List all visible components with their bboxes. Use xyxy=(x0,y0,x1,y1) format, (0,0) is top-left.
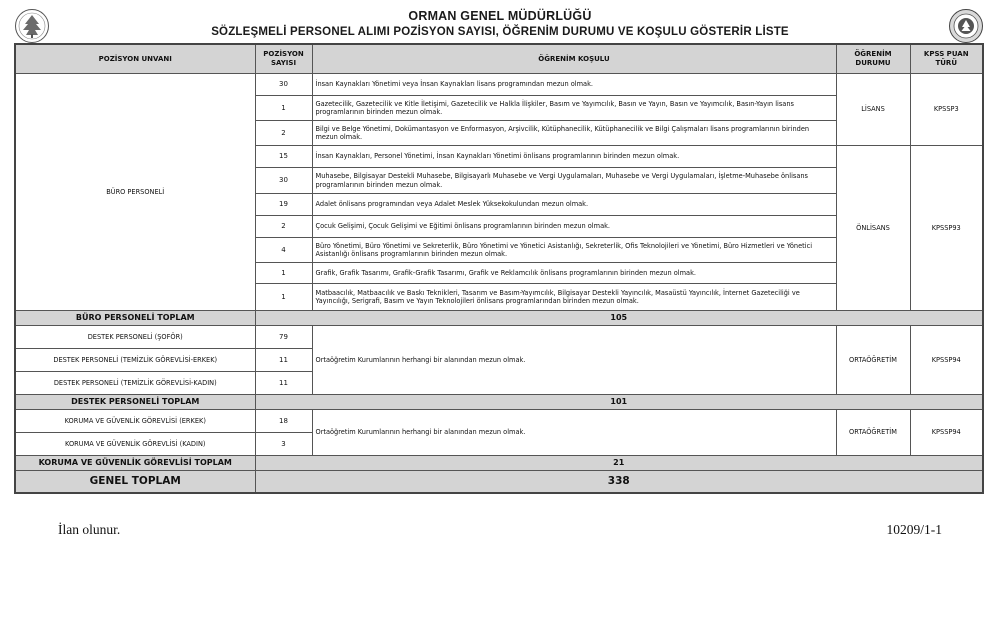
row-requirement: İnsan Kaynakları Yönetimi veya İnsan Kaynakları lisans programından mezun olmak. xyxy=(312,74,836,96)
kpss-destek: KPSSP94 xyxy=(910,326,983,395)
position-title: DESTEK PERSONELİ (TEMİZLİK GÖREVLİSİ-ERKEK) xyxy=(15,349,255,372)
row-requirement: Büro Yönetimi, Büro Yönetimi ve Sekreterlik, Büro Yönetimi ve Yönetici Asistanlığı, Sekreterlik, Ofis Teknolojileri ve Yönetimi, Büro Hizmetleri ve Yönetici Asistanlığı önlisans programlarının birinden mezun olmak. xyxy=(312,238,836,263)
row-count: 4 xyxy=(255,238,312,263)
row-count: 30 xyxy=(255,74,312,96)
row-count: 11 xyxy=(255,349,312,372)
row-count: 1 xyxy=(255,263,312,284)
subtotal-row-koruma xyxy=(15,456,983,471)
header-count: POZİSYON SAYISI xyxy=(255,44,312,74)
subtotal-label: KORUMA VE GÜVENLİK GÖREVLİSİ TOPLAM xyxy=(15,456,255,471)
kpss-lisans: KPSSP3 xyxy=(910,74,983,146)
row-count: 30 xyxy=(255,168,312,194)
row-count: 2 xyxy=(255,121,312,146)
table-row xyxy=(15,74,983,96)
row-count: 2 xyxy=(255,216,312,238)
footer-reference-number: 10209/1-1 xyxy=(886,522,942,537)
document-subtitle: SÖZLEŞMELİ PERSONEL ALIMI POZİSYON SAYISI, ÖĞRENİM DURUMU VE KOŞULU GÖSTERİR LİSTE xyxy=(211,26,789,38)
row-count: 15 xyxy=(255,146,312,168)
row-requirement: İnsan Kaynakları, Personel Yönetimi, İnsan Kaynakları Yönetimi önlisans programlarının birinden mezun olmak. xyxy=(312,146,836,168)
document-title: ORMAN GENEL MÜDÜRLÜĞÜ xyxy=(408,9,592,23)
subtotal-label: BÜRO PERSONELİ TOPLAM xyxy=(15,311,255,326)
row-requirement: Çocuk Gelişimi, Çocuk Gelişimi ve Eğitimi önlisans programlarının birinden mezun olmak. xyxy=(312,216,836,238)
subtotal-value: 21 xyxy=(255,456,983,471)
subtotal-value: 101 xyxy=(255,395,983,410)
table-row xyxy=(15,410,983,433)
subtotal-row-destek xyxy=(15,395,983,410)
row-count: 19 xyxy=(255,194,312,216)
position-title-buro: BÜRO PERSONELİ xyxy=(15,74,255,311)
row-requirement: Gazetecilik, Gazetecilik ve Kitle İletişimi, Gazetecilik ve Halkla İlişkiler, Basım ve Yayımcılık, Basın ve Yayın, Basın ve Yayımcılık, Basın-Yayın lisans programlarının birinden mezun olmak. xyxy=(312,96,836,121)
row-count: 1 xyxy=(255,284,312,311)
subtotal-value: 105 xyxy=(255,311,983,326)
header-position: POZİSYON UNVANI xyxy=(15,44,255,74)
education-onlisans: ÖNLİSANS xyxy=(836,146,910,311)
row-requirement: Ortaöğretim Kurumlarının herhangi bir alanından mezun olmak. xyxy=(312,326,836,395)
subtotal-row-buro xyxy=(15,311,983,326)
footer-announcement: İlan olunur. xyxy=(58,522,121,537)
grand-total-label: GENEL TOPLAM xyxy=(15,471,255,493)
header-requirement: ÖĞRENİM KOŞULU xyxy=(312,44,836,74)
row-count: 79 xyxy=(255,326,312,349)
education-ortaogretim: ORTAÖĞRETİM xyxy=(836,326,910,395)
kpss-koruma: KPSSP94 xyxy=(910,410,983,456)
row-requirement: Ortaöğretim Kurumlarının herhangi bir alanından mezun olmak. xyxy=(312,410,836,456)
education-lisans: LİSANS xyxy=(836,74,910,146)
position-title: DESTEK PERSONELİ (ŞOFÖR) xyxy=(15,326,255,349)
row-count: 3 xyxy=(255,433,312,456)
header-kpss: KPSS PUAN TÜRÜ xyxy=(910,44,983,74)
row-requirement: Grafik, Grafik Tasarımı, Grafik-Grafik Tasarımı, Grafik ve Reklamcılık önlisans programlarının birinden mezun olmak. xyxy=(312,263,836,284)
position-title: KORUMA VE GÜVENLİK GÖREVLİSİ (ERKEK) xyxy=(15,410,255,433)
grand-total-row xyxy=(15,471,983,493)
grand-total-value: 338 xyxy=(255,471,983,493)
table-header-row xyxy=(15,44,983,74)
position-title: DESTEK PERSONELİ (TEMİZLİK GÖREVLİSİ-KADIN) xyxy=(15,372,255,395)
kpss-onlisans: KPSSP93 xyxy=(910,146,983,311)
row-requirement: Bilgi ve Belge Yönetimi, Dokümantasyon ve Enformasyon, Arşivcilik, Kütüphanecilik, Kütüphanecilik ve Bilgi Çalışmaları lisans programlarının birinden mezun olmak. xyxy=(312,121,836,146)
header-education: ÖĞRENİM DURUMU xyxy=(836,44,910,74)
row-requirement: Adalet önlisans programından veya Adalet Meslek Yüksekokulundan mezun olmak. xyxy=(312,194,836,216)
row-count: 1 xyxy=(255,96,312,121)
table-row xyxy=(15,326,983,349)
subtotal-label: DESTEK PERSONELİ TOPLAM xyxy=(15,395,255,410)
row-requirement: Matbaacılık, Matbaacılık ve Baskı Teknikleri, Tasarım ve Basım-Yayımcılık, Bilgisayar Destekli Yayıncılık, Masaüstü Yayıncılık, İnternet Gazeteciliği ve Yayıncılığı, Serigrafi, Basım ve Yayın Teknolojileri önlisans programlarından birinden mezun olmak. xyxy=(312,284,836,311)
row-count: 11 xyxy=(255,372,312,395)
row-count: 18 xyxy=(255,410,312,433)
position-title: KORUMA VE GÜVENLİK GÖREVLİSİ (KADIN) xyxy=(15,433,255,456)
education-ortaogretim: ORTAÖĞRETİM xyxy=(836,410,910,456)
position-table xyxy=(14,43,984,494)
row-requirement: Muhasebe, Bilgisayar Destekli Muhasebe, Bilgisayarlı Muhasebe ve Vergi Uygulamaları, Muhasebe ve Vergi Uygulamaları, İşletme-Muhasebe önlisans programlarının birinden mezun olmak. xyxy=(312,168,836,194)
